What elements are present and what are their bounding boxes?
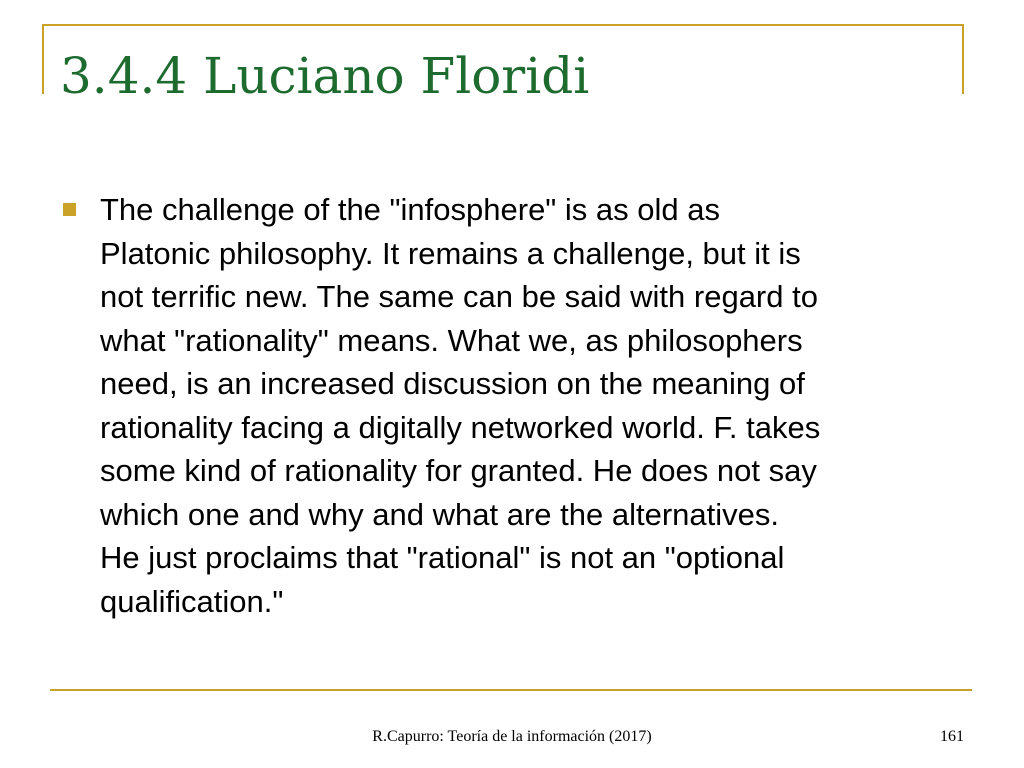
footer-rule	[50, 689, 972, 691]
body-line: what "rationality" means. What we, as philosophers	[100, 322, 803, 358]
body-line: The challenge of the "infosphere" is as old as	[100, 192, 720, 227]
slide-title: 3.4.4 Luciano Floridi	[60, 47, 590, 105]
page-number: 161	[940, 728, 964, 745]
body-line: which one and why and what are the alternatives.	[100, 496, 779, 532]
body-line: Platonic philosophy. It remains a challenge, but it is	[100, 235, 801, 271]
frame-right-rule	[962, 24, 964, 94]
body-line: need, is an increased discussion on the meaning of	[100, 366, 805, 401]
body-paragraph	[100, 188, 980, 623]
body-line: not terrific new. The same can be said with regard to	[100, 279, 818, 314]
frame-top-rule	[42, 24, 964, 26]
body-line: rationality facing a digitally networked world. F. takes	[100, 409, 821, 445]
body-line: some kind of rationality for granted. He does not say	[100, 453, 817, 488]
body-line: qualification."	[100, 583, 284, 619]
body-line: He just proclaims that "rational" is not an "optional	[100, 540, 785, 575]
frame-left-rule	[42, 24, 44, 94]
square-bullet-icon	[63, 203, 76, 216]
footer-citation: R.Capurro: Teoría de la información (2017)	[372, 728, 652, 745]
